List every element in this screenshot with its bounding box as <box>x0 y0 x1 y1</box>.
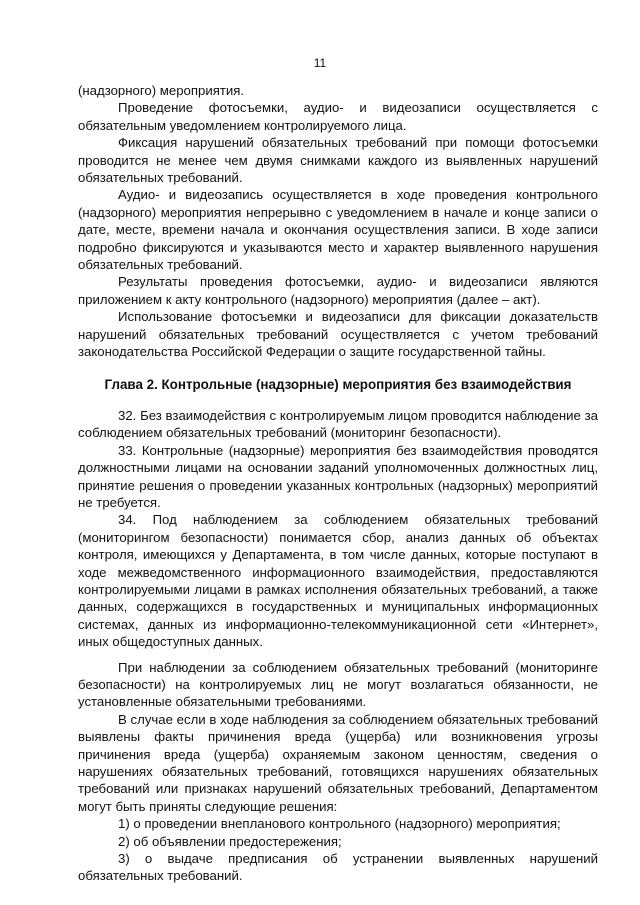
paragraph: При наблюдении за соблюдением обязательных требований (мониторинге безопасности) на контролируемых лиц не могут возлагаться обязанности, не установленные обязательными требованиями. <box>78 659 598 710</box>
paragraph: Результаты проведения фотосъемки, аудио- и видеозаписи являются приложением к акту контрольного (надзорного) мероприятия (далее – акт). <box>78 274 598 307</box>
chapter-title: Глава 2. Контрольные (надзорные) мероприятия без взаимодействия <box>104 376 572 392</box>
page-number: 11 <box>313 56 327 70</box>
paragraph-gap <box>78 651 598 659</box>
paragraph: Фиксация нарушений обязательных требований при помощи фотосъемки проводится не менее чем двумя снимками каждого из выявленных нарушений обязательных требований. <box>78 135 598 186</box>
list-item: 2) об объявлении предостережения; <box>118 833 342 849</box>
document-body <box>78 82 598 885</box>
paragraph: 34. Под наблюдением за соблюдением обязательных требований (мониторингом безопасности) понимается сбор, анализ данных об объектах контроля, имеющихся у Департамента, в том числе данных, которые поступают в ходе межведомственного информационного взаимодействия, предоставляются контролируемыми лицами в рамках исполнения обязательных требований, а также данных, содержащихся в государственных и муниципальных информационных системах, данных из информационно-телекоммуникационной сети «Интернет», иных общедоступных данных. <box>78 512 598 650</box>
list-item: 1) о проведении внепланового контрольного (надзорного) мероприятия; <box>118 816 561 832</box>
paragraph: Использование фотосъемки и видеозаписи для фиксации доказательств нарушений обязательных требований осуществляется с учетом требований законодательства Российской Федерации о защите государственной тайны. <box>78 309 598 360</box>
paragraph: Аудио- и видеозапись осуществляется в ходе проведения контрольного (надзорного) мероприятия непрерывно с уведомлением в начале и конце записи о дате, месте, времени начала и окончания осуществления записи. В ходе записи подробно фиксируются и указываются место и характер выявленного нарушения обязательных требований. <box>78 187 598 273</box>
paragraph: (надзорного) мероприятия. <box>78 83 245 98</box>
paragraph: Проведение фотосъемки, аудио- и видеозаписи осуществляется с обязательным уведомлением контролируемого лица. <box>78 100 598 133</box>
paragraph: 32. Без взаимодействия с контролируемым лицом проводится наблюдение за соблюдением обязательных требований (мониторинг безопасности). <box>78 407 598 441</box>
paragraph: 33. Контрольные (надзорные) мероприятия без взаимодействия проводятся должностными лицами на основании заданий уполномоченных должностных лиц, принятие решения о проведении указанных контрольных (надзорных) мероприятий не требуется. <box>78 442 598 510</box>
list-item: 3) о выдаче предписания об устранении выявленных нарушений обязательных требований. <box>78 851 598 884</box>
paragraph: В случае если в ходе наблюдения за соблюдением обязательных требований выявлены факты причинения вреда (ущерба) или возникновения угрозы причинения вреда (ущерба) охраняемым законом ценностям, сведения о нарушениях обязательных требований, готовящихся нарушениях обязательных требований или признаках нарушений обязательных требований, Департаментом могут быть приняты следующие решения: <box>78 711 598 814</box>
